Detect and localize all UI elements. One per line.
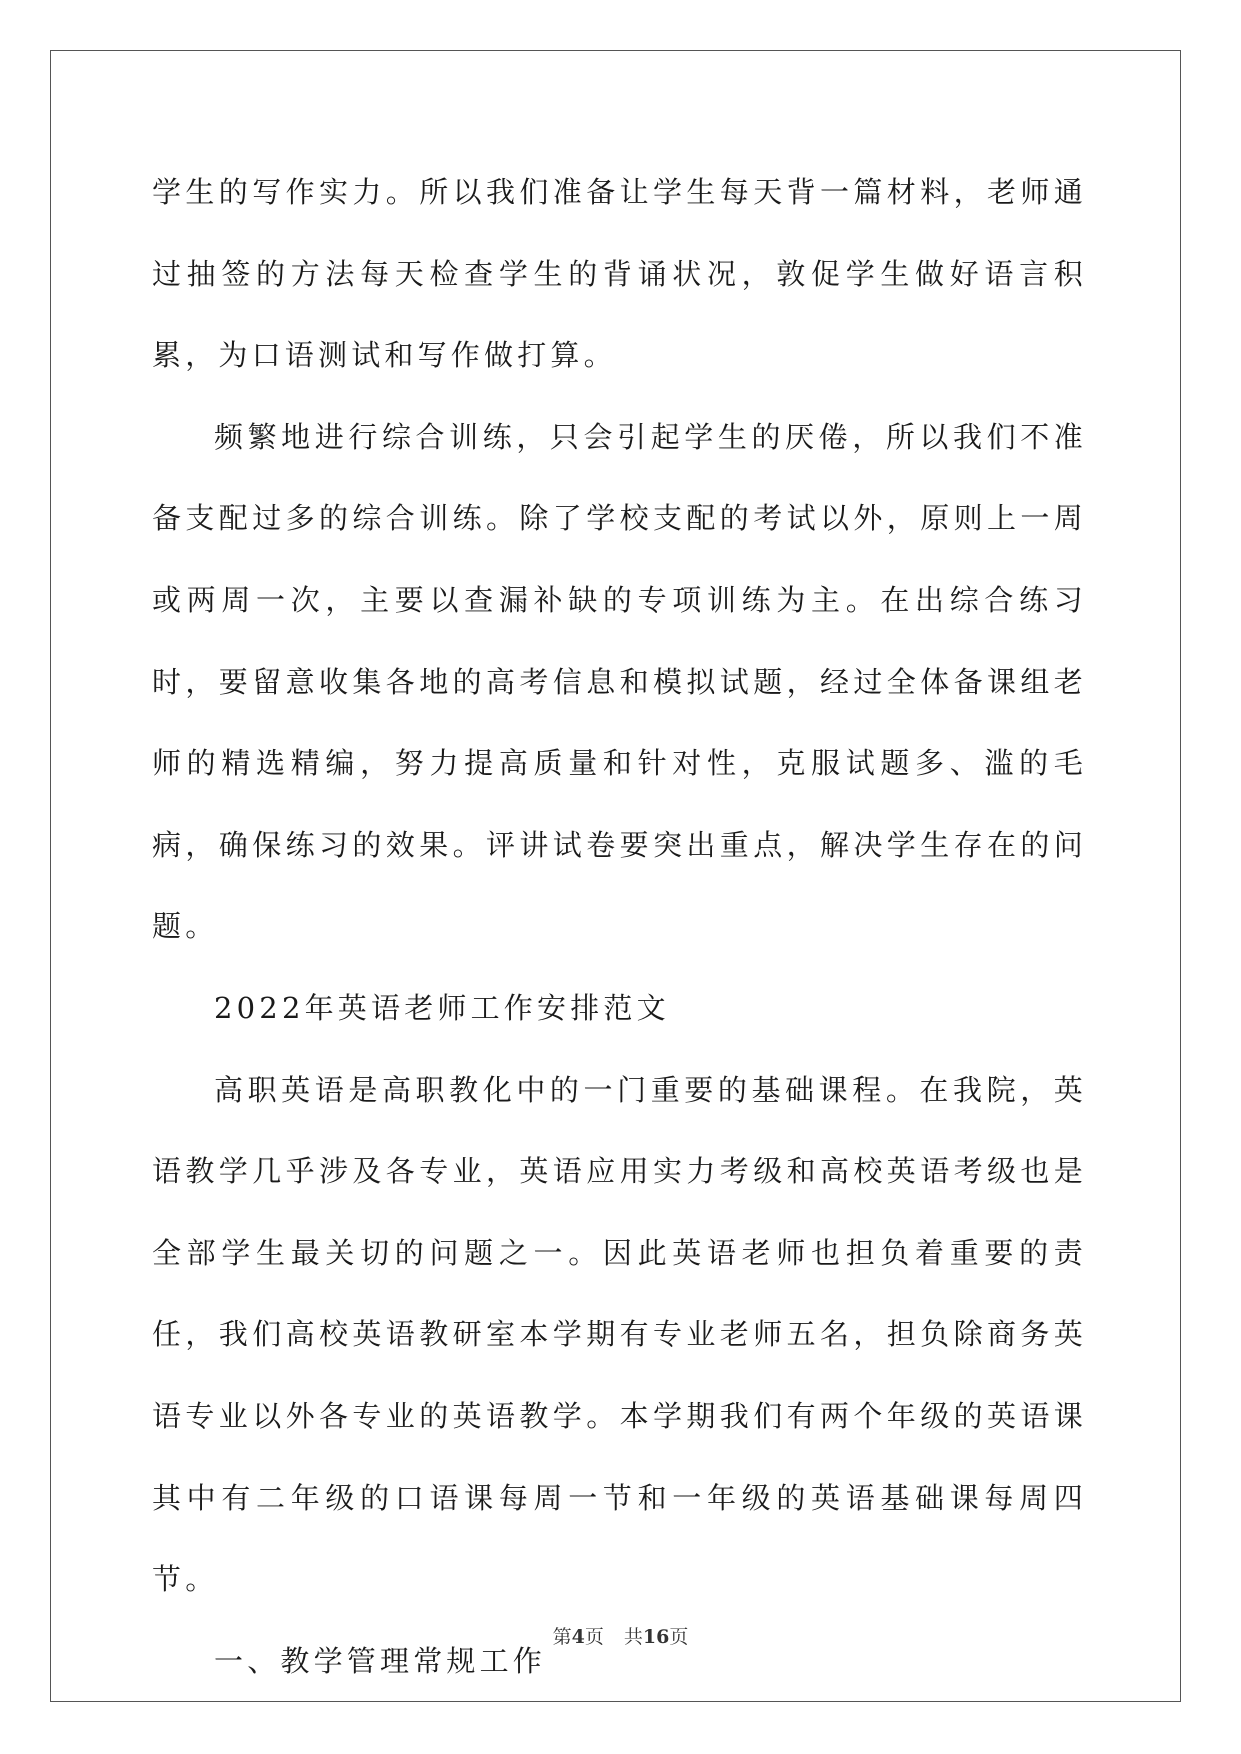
total-unit: 页: [669, 1626, 689, 1648]
paragraph-2: 频繁地进行综合训练，只会引起学生的厌倦，所以我们不准备支配过多的综合训练。除了学校支配的考试以外，原则上一周或两周一次，主要以查漏补缺的专项训练为主。在出综合练习时，要留意收集各地的高考信息和模拟试题，经过全体备课组老师的精选精编，努力提高质量和针对性，克服试题多、滥的毛病，确保练习的效果。评讲试卷要突出重点，解决学生存在的问题。: [152, 419, 1087, 944]
page-prefix: 第: [552, 1626, 572, 1648]
page-unit: 页: [584, 1626, 604, 1648]
paragraph-3: 高职英语是高职教化中的一门重要的基础课程。在我院，英语教学几乎涉及各专业，英语应用实力考级和高校英语考级也是全部学生最关切的问题之一。因此英语老师也担负着重要的责任，我们高校英语教研室本学期有专业老师五名，担负除商务英语专业以外各专业的英语教学。本学期我们有两个年级的英语课其中有二年级的口语课每周一节和一年级的英语基础课每周四节。: [152, 1072, 1087, 1597]
page-number: 4: [571, 1626, 585, 1648]
total-pages: 16: [642, 1626, 670, 1648]
total-prefix: 共: [623, 1626, 643, 1648]
page-footer: [0, 1622, 1241, 1649]
document-body: [152, 152, 1087, 1702]
section-title: 2022年英语老师工作安排范文: [214, 990, 670, 1025]
section-heading: 一、教学管理常规工作: [214, 1643, 547, 1678]
paragraph-1: 学生的写作实力。所以我们准备让学生每天背一篇材料，老师通过抽签的方法每天检查学生的背诵状况，敦促学生做好语言积累，为口语测试和写作做打算。: [152, 175, 1087, 373]
